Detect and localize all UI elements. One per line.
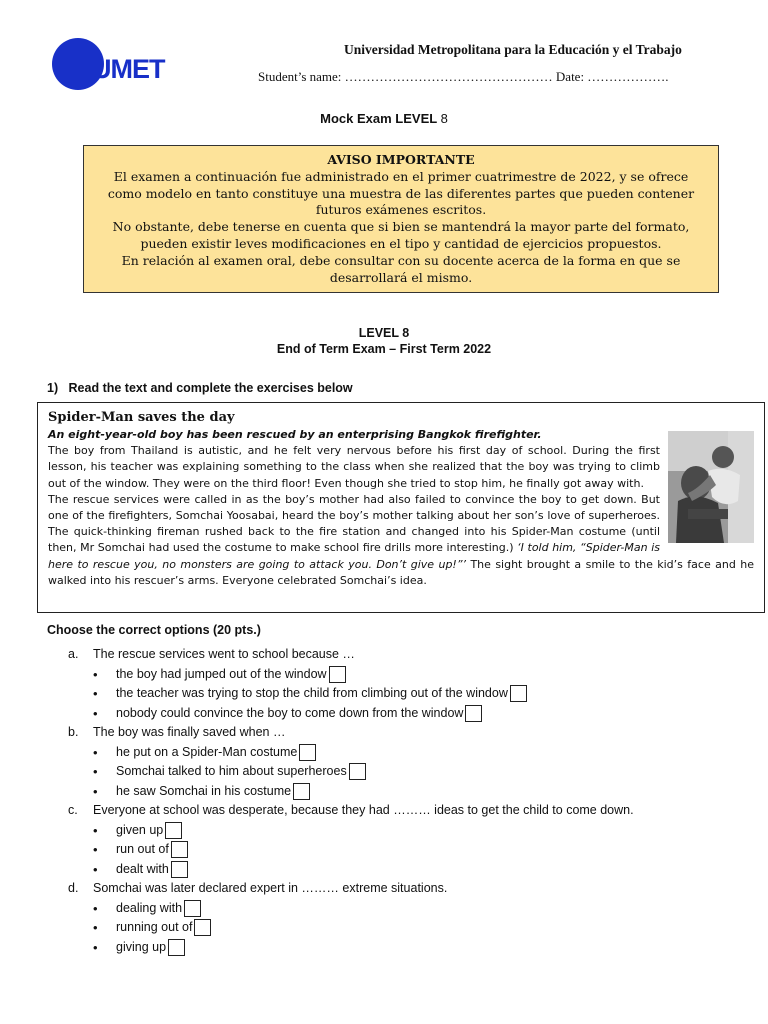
answer-checkbox[interactable]: [165, 822, 182, 839]
mock-exam-title: [0, 111, 768, 126]
answer-checkbox[interactable]: [465, 705, 482, 722]
option-row: [68, 665, 634, 685]
story-quote: ‘I told him, “Spider-Man is here to rescue you, no monsters are going to attack you. Don’t give up!”’: [48, 541, 660, 571]
bullet: •: [93, 744, 98, 760]
exam-level: LEVEL 8: [358, 326, 410, 340]
answer-checkbox[interactable]: [329, 666, 346, 683]
answer-checkbox[interactable]: [510, 685, 527, 702]
question-a: [68, 645, 634, 665]
option-row: [68, 918, 634, 938]
answer-checkbox[interactable]: [293, 783, 310, 800]
option-label: the boy had jumped out of the window: [116, 666, 327, 681]
umet-logo: [52, 38, 165, 90]
answer-checkbox[interactable]: [299, 744, 316, 761]
option-row: [68, 938, 634, 958]
notice-line: En relación al examen oral, debe consultar con su docente acerca de la forma en que se: [121, 252, 681, 268]
option-label: the teacher was trying to stop the child from climbing out of the window: [116, 686, 508, 700]
option-label: he put on a Spider-Man costume: [116, 744, 298, 759]
notice-line: futuros exámenes escritos.: [315, 202, 487, 218]
student-name-date-line: Student’s name: ………………………………………… Date: ……………….: [258, 69, 669, 84]
answer-checkbox[interactable]: [171, 861, 188, 878]
story-paragraph-2a: The rescue services were called in as the boy’s mother had also failed to convince the boy to get down. But one of the firefighters, Somchai Yoosabai, heard the boy’s mother talking about her son’s love of superheroes. The quick-thinking fireman rushed back to the fire station and changed into his Spider-Man costume (until then, Mr Somchai had used the costume to make school fire drills more interesting.): [48, 492, 660, 555]
answer-checkbox[interactable]: [168, 939, 185, 956]
question-text: Somchai was later declared expert in ……… extreme situations.: [93, 881, 448, 895]
question-letter: b.: [68, 725, 79, 739]
story-paragraph-1: The boy from Thailand is autistic, and he felt very nervous before his first day of school. During the first lesson, his teacher was explaining something to the class when she realized that the boy was trying to climb out of the window. They were on the third floor! Even though she tried to stop him, he finally got away with.: [48, 444, 660, 490]
notice-box: [83, 145, 719, 293]
bullet: •: [93, 783, 98, 799]
notice-line: pueden existir leves modificaciones en el tipo y cantidad de ejercicios propuestos.: [140, 235, 662, 251]
question-letter: a.: [68, 647, 79, 661]
bullet: •: [93, 920, 98, 935]
mock-exam-level: 8: [440, 111, 448, 126]
question-d: [68, 879, 634, 899]
answer-checkbox[interactable]: [194, 919, 211, 936]
logo-text: UMET: [92, 54, 165, 84]
reading-text-box: [37, 402, 765, 613]
notice-line: como modelo en tanto constituye una muestra de las diferentes partes que pueden contener: [107, 185, 695, 201]
option-row: [68, 899, 634, 919]
bullet: •: [93, 900, 98, 916]
option-label: nobody could convince the boy to come down from the window: [116, 705, 464, 720]
option-row: [68, 860, 634, 880]
spiderman-rescue-photo: [668, 431, 754, 543]
notice-title: AVISO IMPORTANTE: [327, 152, 475, 167]
bullet: •: [93, 666, 98, 682]
bullet: •: [93, 842, 98, 857]
exercise-title: Choose the correct options (20 pts.): [47, 623, 261, 637]
story-paragraph-2: [48, 492, 754, 589]
option-row: [68, 840, 634, 860]
story-title: Spider-Man saves the day: [48, 410, 235, 425]
answer-checkbox[interactable]: [349, 763, 366, 780]
question-text: The rescue services went to school because …: [93, 647, 355, 661]
bullet: •: [93, 939, 98, 955]
bullet: •: [93, 705, 98, 721]
question-letter: d.: [68, 881, 79, 895]
option-row: [68, 704, 634, 724]
answer-checkbox[interactable]: [184, 900, 201, 917]
exam-term: End of Term Exam – First Term 2022: [276, 342, 492, 356]
option-row: [68, 821, 634, 841]
option-row: [68, 684, 634, 704]
notice-line: No obstante, debe tenerse en cuenta que si bien se mantendrá la mayor parte del formato,: [112, 219, 690, 235]
option-label: running out of: [116, 920, 193, 934]
story-paragraph-2b: The sight brought a smile to the kid’s face and he walked into his rescuer’s arms. Everyone celebrated Somchai’s idea.: [48, 557, 754, 587]
option-row: [68, 743, 634, 763]
story-subtitle: An eight-year-old boy has been rescued by an enterprising Bangkok firefighter.: [48, 428, 542, 441]
notice-line: desarrollará el mismo.: [329, 269, 473, 285]
exam-heading: [0, 325, 768, 357]
question-text: The boy was finally saved when …: [93, 725, 286, 739]
bullet: •: [93, 686, 98, 701]
option-row: [68, 782, 634, 802]
university-name: Universidad Metropolitana para la Educación y el Trabajo: [344, 42, 682, 57]
option-label: dealing with: [116, 900, 183, 915]
question-letter: c.: [68, 803, 78, 817]
bullet: •: [93, 861, 98, 877]
option-label: given up: [116, 822, 164, 837]
bullet: •: [93, 764, 98, 779]
mock-exam-label: Mock Exam LEVEL: [320, 111, 437, 126]
section-1-instruction: 1) Read the text and complete the exercises below: [47, 381, 353, 395]
question-b: [68, 723, 634, 743]
question-c: [68, 801, 634, 821]
option-label: Somchai talked to him about superheroes: [116, 764, 347, 778]
option-label: dealt with: [116, 861, 169, 876]
option-label: giving up: [116, 939, 167, 954]
option-row: [68, 762, 634, 782]
bullet: •: [93, 822, 98, 838]
answer-checkbox[interactable]: [171, 841, 188, 858]
question-list: [68, 645, 634, 957]
question-text: Everyone at school was desperate, because they had ……… ideas to get the child to come down.: [93, 803, 634, 817]
option-label: run out of: [116, 842, 169, 856]
notice-line: El examen a continuación fue administrado en el primer cuatrimestre de 2022, y se ofrece: [113, 168, 689, 184]
option-label: he saw Somchai in his costume: [116, 783, 292, 798]
